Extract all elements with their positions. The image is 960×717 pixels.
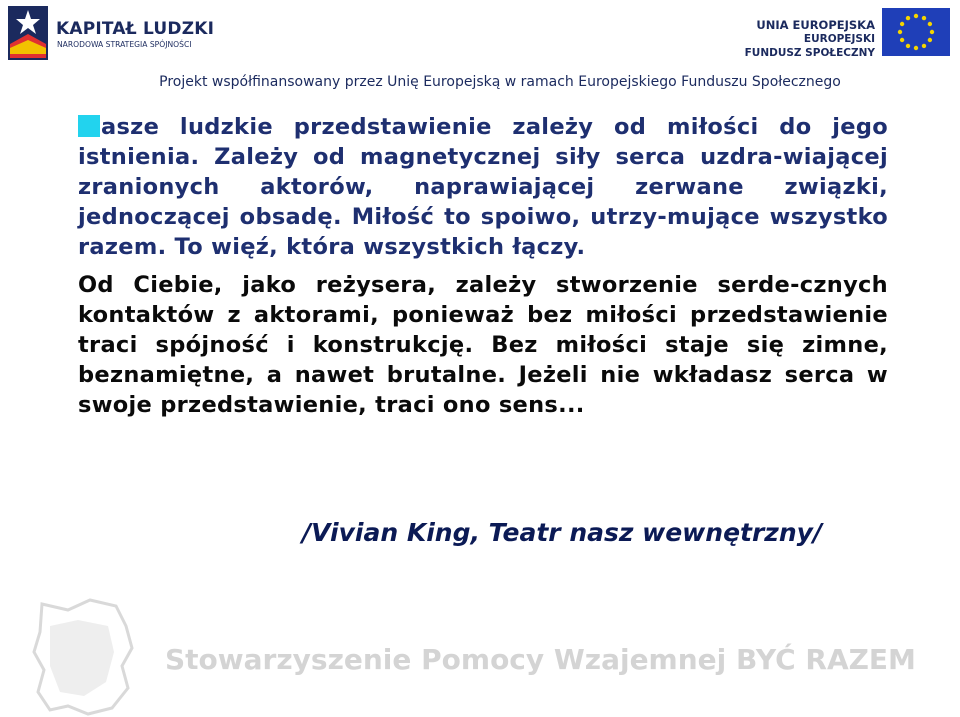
eu-logo-line2: EUROPEJSKI xyxy=(803,33,875,45)
eu-star-icon xyxy=(928,38,932,42)
eu-star-icon xyxy=(914,46,918,50)
eu-star-icon xyxy=(898,30,902,34)
eu-star-icon xyxy=(906,16,910,20)
eu-star-icon xyxy=(922,44,926,48)
poland-map-watermark-icon xyxy=(28,596,138,717)
eu-star-icon xyxy=(922,16,926,20)
eu-logo xyxy=(744,8,950,62)
eu-star-icon xyxy=(928,22,932,26)
quote-attribution: /Vivian King, Teatr nasz wewnętrzny/ xyxy=(302,518,823,547)
eu-logo-line1: UNIA EUROPEJSKA xyxy=(756,18,875,32)
header xyxy=(0,0,960,90)
eu-star-icon xyxy=(906,44,910,48)
organization-name: Stowarzyszenie Pomocy Wzajemnej BYĆ RAZEM xyxy=(165,643,916,676)
paragraph-1-text: asze ludzkie przedstawienie zależy od miłości do jego istnienia. Zależy od magnetycznej siły serca uzdra-wiającej zranionych aktorów, naprawiającej zerwane związki, jednoczącej obsadę. Miłość to spoiwo, utrzy-mujące wszystko razem. To więź, która wszystkich łączy. xyxy=(78,114,888,260)
eu-star-icon xyxy=(930,30,934,34)
paragraph-2: Od Ciebie, jako reżysera, zależy stworzenie serde-cznych kontaktów z aktorami, ponieważ bez miłości przedstawienie traci spójność i konstrukcję. Bez miłości staje się zimne, beznamiętne, a nawet brutalne. Jeżeli nie wkładasz serca w swoje przedstawienie, traci ono sens... xyxy=(78,272,888,418)
eu-flag-icon xyxy=(882,8,950,56)
eu-logo-line3: FUNDUSZ SPOŁECZNY xyxy=(744,47,875,59)
eu-star-icon xyxy=(900,38,904,42)
eu-star-icon xyxy=(914,14,918,18)
kapital-ludzki-logo xyxy=(0,0,215,66)
bullet-square-icon xyxy=(78,115,100,137)
kapital-ludzki-title: KAPITAŁ LUDZKI xyxy=(56,19,215,39)
eu-logo-text xyxy=(745,18,875,60)
kapital-ludzki-emblem-icon xyxy=(6,4,50,62)
eu-star-icon xyxy=(900,22,904,26)
kapital-ludzki-subtitle: NARODOWA STRATEGIA SPÓJNOŚCI xyxy=(57,40,192,49)
main-text xyxy=(78,112,888,420)
funding-note: Projekt współfinansowany przez Unię Europejską w ramach Europejskiego Funduszu Społecznego xyxy=(159,74,841,90)
paragraph-1 xyxy=(78,112,888,262)
